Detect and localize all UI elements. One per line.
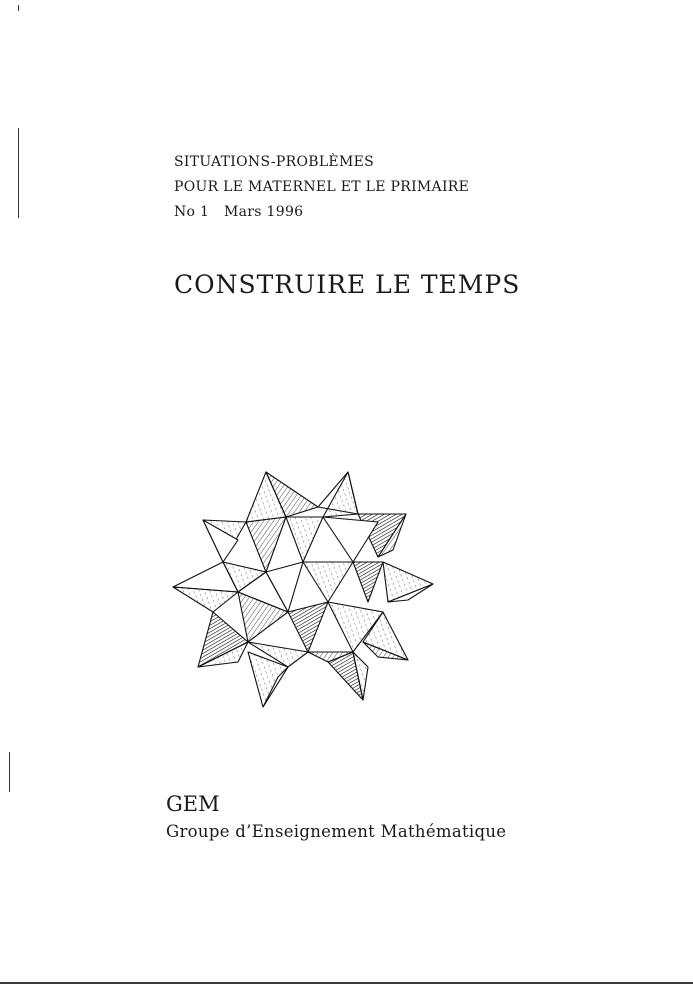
series-header [174,150,469,225]
page-title: CONSTRUIRE LE TEMPS [174,270,521,299]
issue-number: No 1 [174,204,210,220]
issue-line [174,200,469,225]
scan-mark [9,752,10,792]
issue-date: Mars 1996 [224,204,304,220]
scan-mark [18,5,19,11]
series-line-1: SITUATIONS-PROBLÈMES [174,154,374,170]
publisher-full-name: Groupe d’Enseignement Mathématique [166,822,507,841]
stellated-polyhedron-icon [168,462,438,710]
bottom-divider [0,982,693,984]
publisher-block [166,792,506,841]
scan-mark [18,128,19,218]
publisher-short-name: GEM [166,792,220,816]
series-line-2: POUR LE MATERNEL ET LE PRIMAIRE [174,179,470,195]
